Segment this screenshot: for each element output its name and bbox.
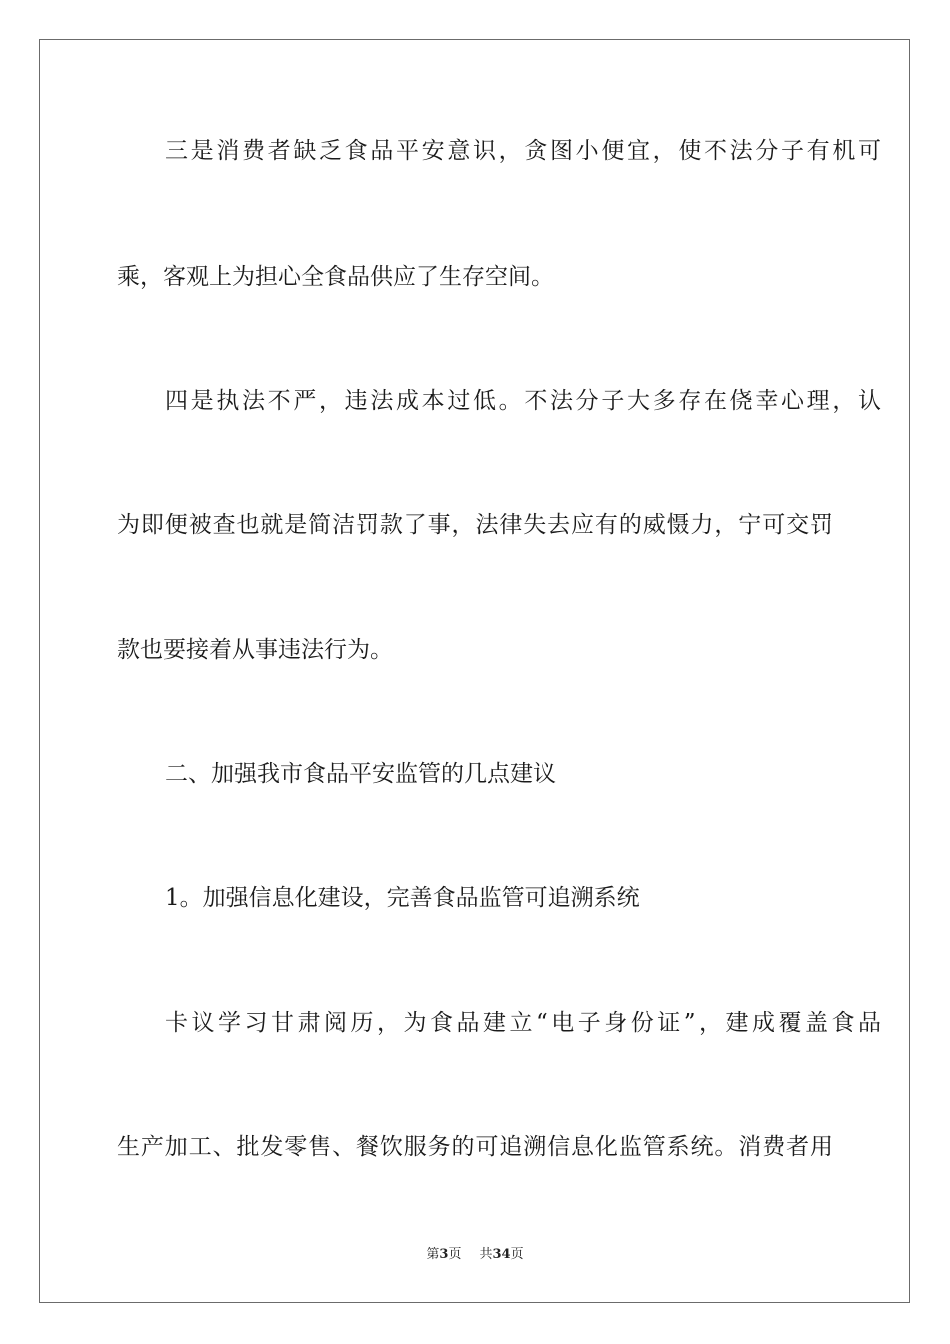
page-border xyxy=(39,39,910,1303)
paragraph-5-line-2: 生产加工、批发零售、餐饮服务的可追溯信息化监管系统。消费者用 xyxy=(117,1134,833,1160)
footer-total-suffix: 页 xyxy=(510,1247,524,1262)
footer-page-suffix: 页 xyxy=(448,1247,462,1262)
paragraph-4-line-2: 为即便被查也就是简洁罚款了事，法律失去应有的威慑力，宁可交罚 xyxy=(117,512,833,538)
paragraph-3-line-1: 三是消费者缺乏食品平安意识，贪图小便宜，使不法分子有机可 xyxy=(165,138,881,164)
page-footer xyxy=(0,1247,950,1263)
footer-total-prefix: 共 xyxy=(479,1247,493,1262)
section-heading: 二、加强我市食品平安监管的几点建议 xyxy=(165,761,556,787)
footer-total-pages: 34 xyxy=(492,1247,511,1262)
paragraph-5-line-1: 卡议学习甘肃阅历，为食品建立“电子身份证”，建成覆盖食品 xyxy=(165,1010,881,1036)
footer-page-prefix: 第 xyxy=(426,1247,440,1262)
subsection-heading: 1。加强信息化建设，完善食品监管可追溯系统 xyxy=(165,885,640,911)
paragraph-4-line-1: 四是执法不严，违法成本过低。不法分子大多存在侥幸心理，认 xyxy=(165,388,881,414)
paragraph-4-line-3: 款也要接着从事违法行为。 xyxy=(117,637,393,663)
paragraph-3-line-2: 乘，客观上为担心全食品供应了生存空间。 xyxy=(117,264,554,290)
footer-page-number: 3 xyxy=(439,1247,449,1262)
